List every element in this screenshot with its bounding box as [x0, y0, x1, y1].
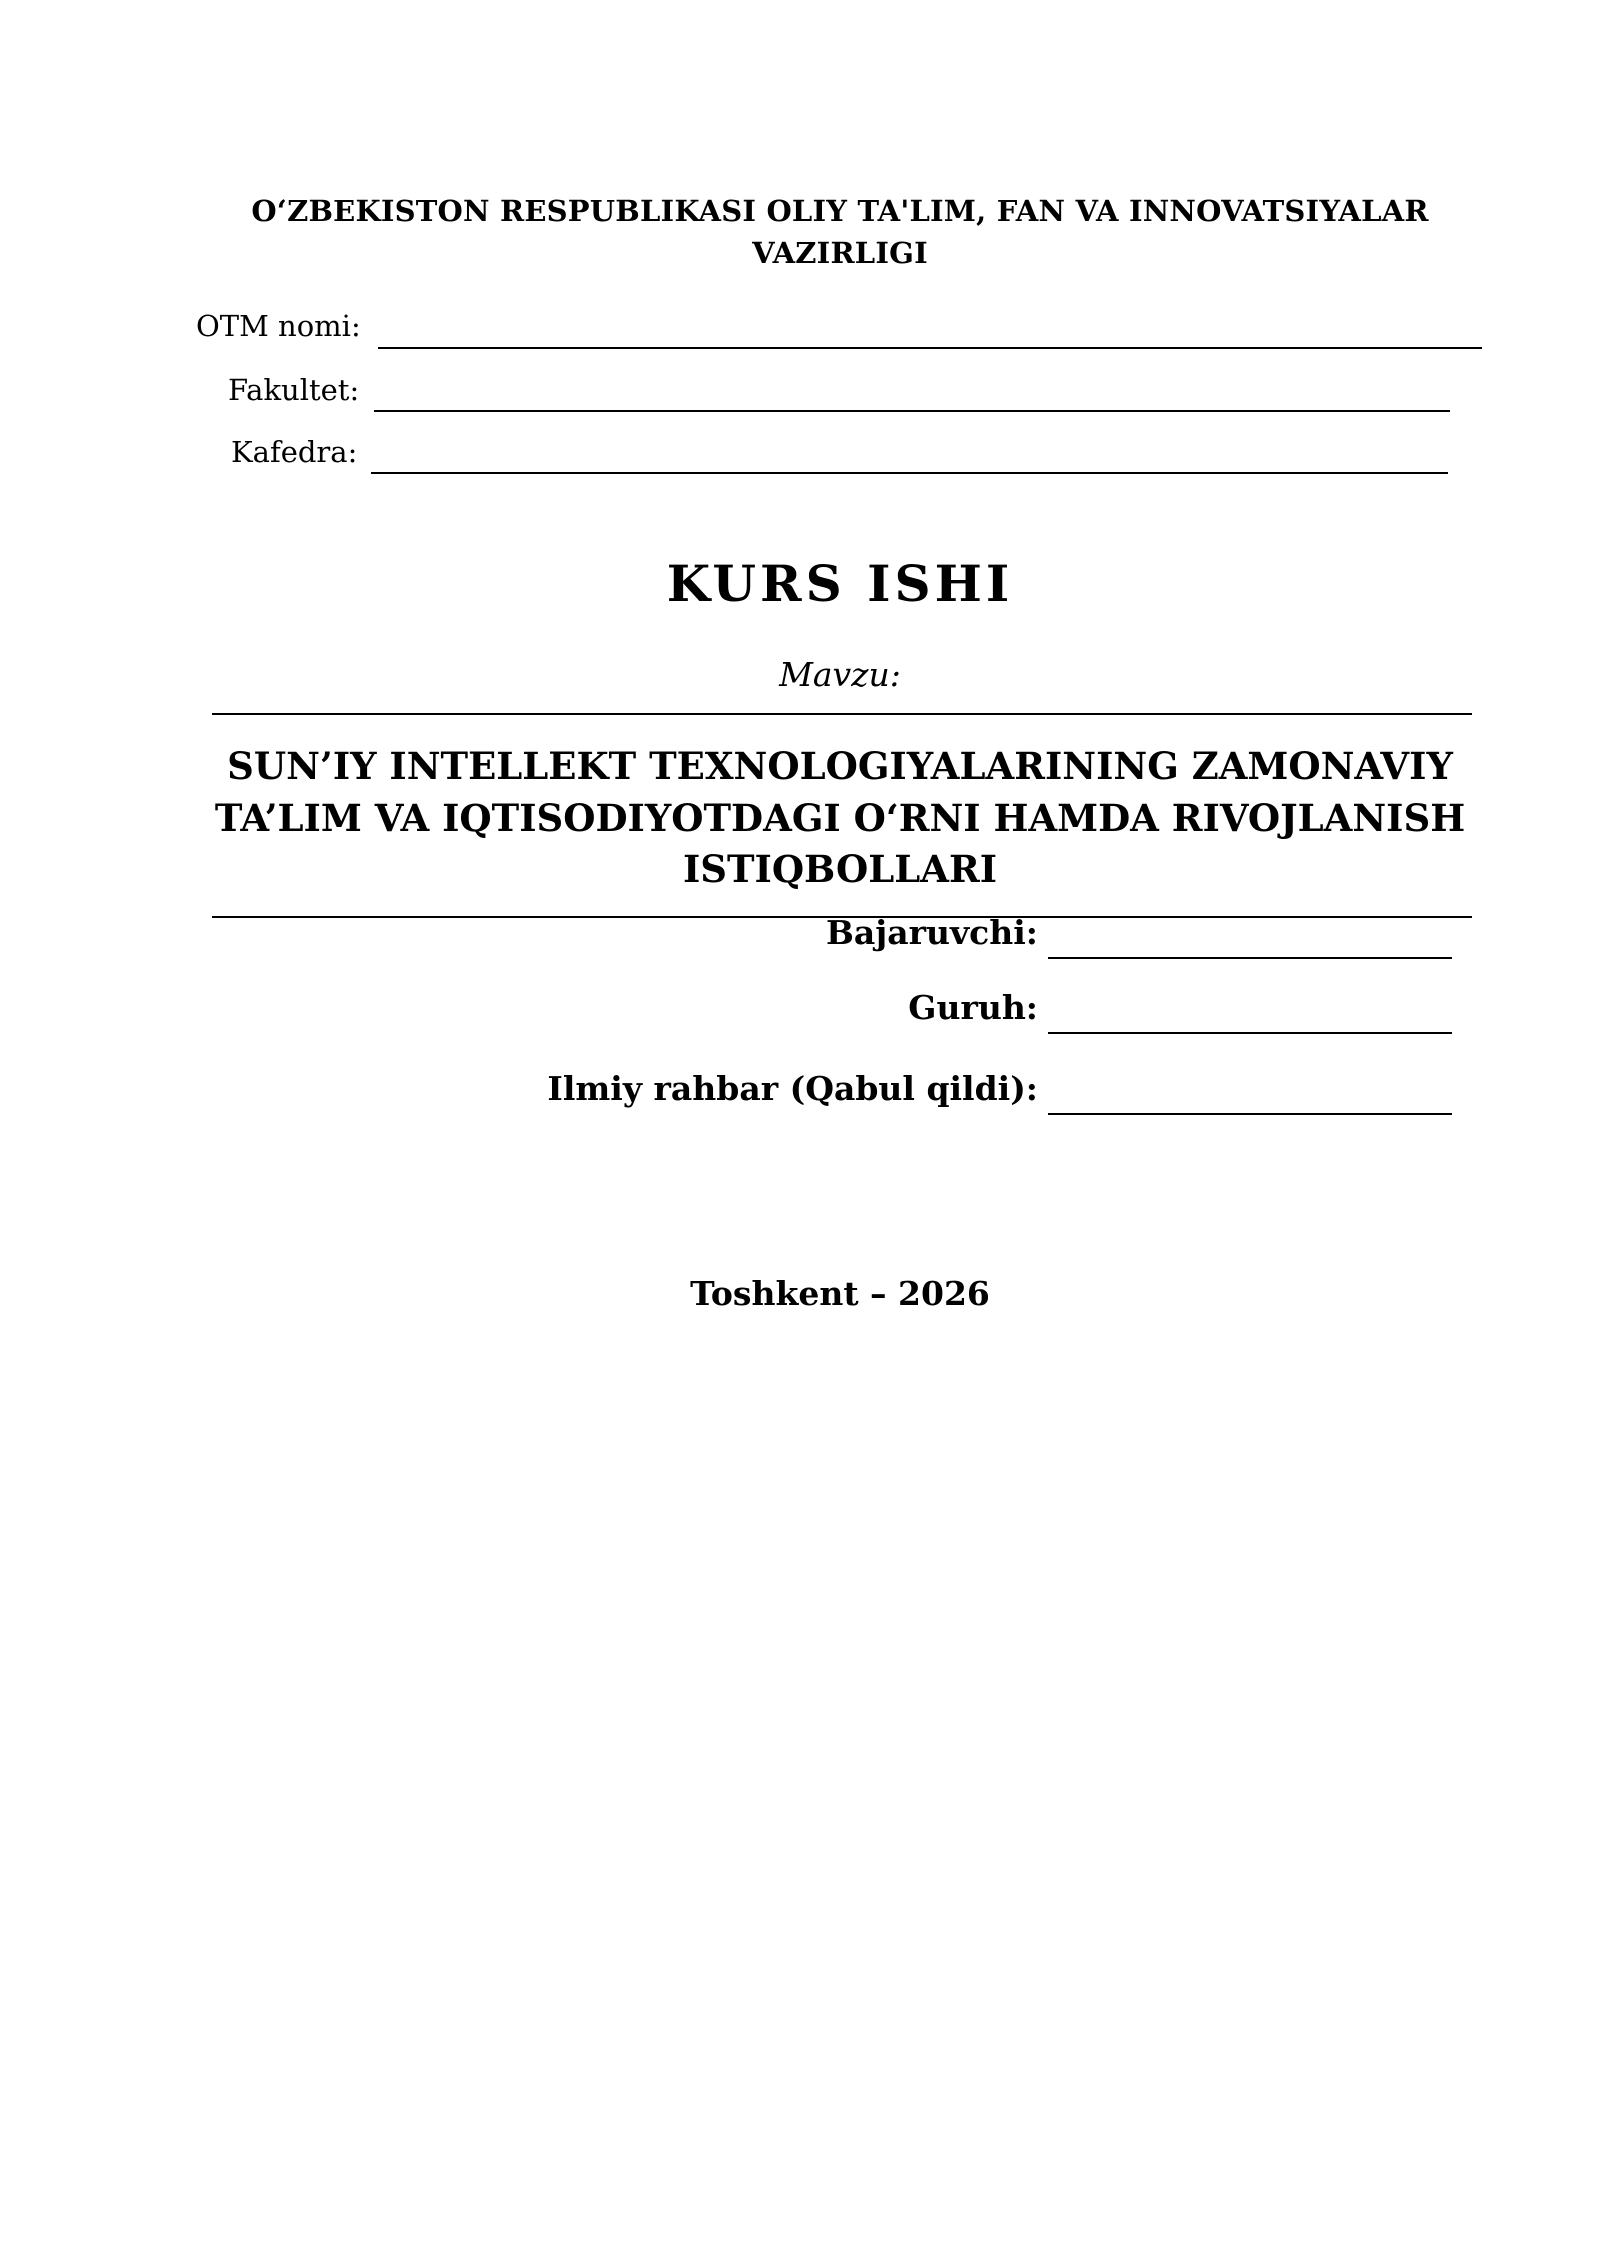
topic-line-3: ISTIQBOLLARI: [682, 847, 998, 891]
topic-line-2: TA’LIM VA IQTISODIYOTDAGI O‘RNI HAMDA RIVOJLANISH: [214, 796, 1466, 840]
city-year: Toshkent – 2026: [690, 1274, 990, 1313]
fakultet-label: Fakultet:: [228, 373, 360, 407]
topic-caption: Mavzu:: [779, 655, 901, 694]
ministry-name-line-1: O‘ZBEKISTON RESPUBLIKASI OLIY TA'LIM, FAN VA INNOVATSIYALAR: [251, 194, 1429, 228]
bajaruvchi-blank-line: [1048, 957, 1452, 959]
ilmiy-rahbar-label: Ilmiy rahbar (Qabul qildi):: [547, 1069, 1038, 1108]
guruh-blank-line: [1048, 1032, 1452, 1034]
document-title: KURS ISHI: [666, 554, 1014, 613]
guruh-label: Guruh:: [908, 988, 1038, 1027]
ministry-name-line-2: VAZIRLIGI: [752, 236, 928, 270]
fakultet-blank-line: [374, 410, 1450, 412]
kafedra-blank-line: [371, 472, 1448, 474]
kafedra-label: Kafedra:: [231, 435, 358, 469]
topic-line-1: SUN’IY INTELLEKT TEXNOLOGIYALARINING ZAMONAVIY: [227, 744, 1453, 788]
bajaruvchi-label: Bajaruvchi:: [826, 913, 1038, 952]
topic-top-rule: [212, 713, 1472, 715]
otm-name-label: OTM nomi:: [196, 309, 361, 343]
otm-name-blank-line: [378, 347, 1482, 349]
ilmiy-rahbar-blank-line: [1048, 1113, 1452, 1115]
